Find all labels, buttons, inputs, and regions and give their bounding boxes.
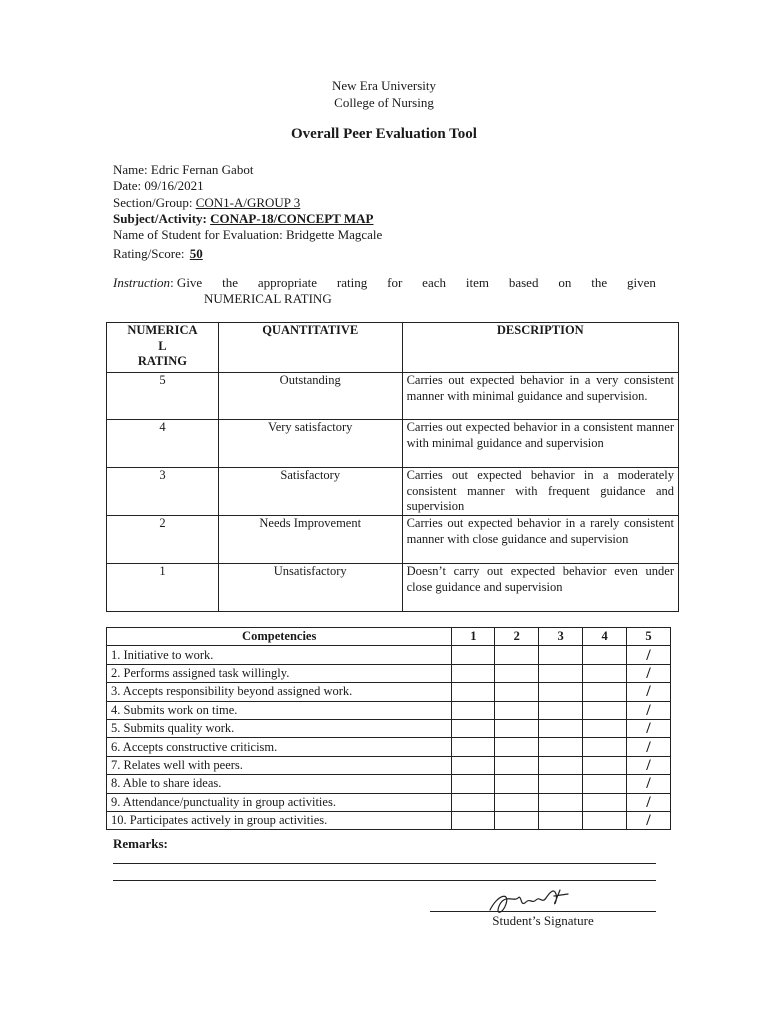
instruction-word: : Give (170, 275, 203, 290)
competency-label: 5. Submits quality work. (107, 719, 452, 737)
competency-row (107, 793, 671, 811)
score-cell-2 (495, 646, 539, 664)
check-mark: / (646, 701, 651, 719)
check-mark: / (646, 720, 651, 738)
competency-row (107, 811, 671, 829)
competency-row (107, 646, 671, 664)
rating-number: 5 (107, 373, 219, 420)
score-cell-3 (539, 738, 583, 756)
rating-row (107, 564, 679, 612)
check-mark: / (646, 812, 651, 830)
instruction-word: each (422, 275, 446, 290)
competency-row (107, 775, 671, 793)
instruction-word: given (626, 275, 656, 290)
rating-number: 4 (107, 420, 219, 468)
rating-header-row (107, 323, 679, 373)
description-header: DESCRIPTION (402, 323, 678, 373)
check-mark: / (646, 793, 651, 811)
score-cell-4 (583, 646, 627, 664)
score-cell-2 (495, 664, 539, 682)
competency-table (106, 627, 671, 830)
instruction-line1 (113, 275, 656, 291)
score-cell-5 (627, 756, 671, 774)
student-value: Bridgette Magcale (285, 227, 383, 243)
score-cell-2 (495, 775, 539, 793)
check-mark: / (646, 738, 651, 756)
college-name: College of Nursing (334, 95, 434, 110)
rating-quantitative: Outstanding (218, 373, 402, 420)
competency-row (107, 756, 671, 774)
score-cell-1 (452, 664, 495, 682)
instruction-word: for (387, 275, 403, 290)
check-mark: / (646, 683, 651, 701)
competency-label: 1. Initiative to work. (107, 646, 452, 664)
instruction-label: Instruction (113, 275, 171, 290)
competency-header-row (107, 628, 671, 646)
competency-row (107, 664, 671, 682)
rating-row (107, 468, 679, 516)
rating-description: Carries out expected behavior in a consistent manner with minimal guidance and supervision (402, 420, 678, 468)
score-cell-3 (539, 683, 583, 701)
score-cell-3 (539, 664, 583, 682)
score-cell-2 (495, 719, 539, 737)
instruction (113, 275, 656, 307)
signature-label: Student’s Signature (492, 913, 594, 928)
competency-label: 6. Accepts constructive criticism. (107, 738, 452, 756)
score-4-header: 4 (583, 628, 627, 646)
score-2-header: 2 (495, 628, 539, 646)
score-cell-3 (539, 793, 583, 811)
quantitative-header: QUANTITATIVE (218, 323, 402, 373)
score-cell-5 (627, 646, 671, 664)
score-cell-1 (452, 811, 495, 829)
numerical-rating-header: NUMERICA L RATING (107, 323, 219, 373)
rating-number: 2 (107, 516, 219, 564)
check-mark: / (646, 756, 651, 774)
instruction-word: appropriate (257, 275, 318, 290)
student-label: Name of Student for Evaluation: (113, 227, 286, 243)
score-cell-3 (539, 775, 583, 793)
date-label: Date: (113, 178, 145, 194)
score-cell-5 (627, 719, 671, 737)
score-cell-1 (452, 738, 495, 756)
competency-row (107, 701, 671, 719)
score-cell-4 (583, 756, 627, 774)
score-cell-5 (627, 738, 671, 756)
instruction-word: the (591, 275, 608, 290)
rating-row (107, 373, 679, 420)
rating-description: Carries out expected behavior in a moderately consistent manner with frequent guidance and supervision (402, 468, 678, 516)
section-label: Section/Group: (113, 194, 196, 210)
rating-number: 3 (107, 468, 219, 516)
score-3-header: 3 (539, 628, 583, 646)
rating-row (107, 516, 679, 564)
score-cell-2 (495, 756, 539, 774)
section-row (113, 195, 382, 211)
score-cell-2 (495, 683, 539, 701)
score-cell-3 (539, 811, 583, 829)
score-cell-1 (452, 719, 495, 737)
competency-row (107, 738, 671, 756)
subject-value: CONAP-18/CONCEPT MAP (210, 210, 374, 226)
score-cell-5 (627, 811, 671, 829)
rating-scale-table (106, 322, 679, 612)
score-cell-1 (452, 701, 495, 719)
score-cell-4 (583, 811, 627, 829)
score-cell-4 (583, 775, 627, 793)
name-label: Name: (113, 162, 151, 177)
score-cell-3 (539, 701, 583, 719)
competency-row (107, 683, 671, 701)
score-cell-2 (495, 738, 539, 756)
competency-label: 8. Able to share ideas. (107, 775, 452, 793)
competency-row (107, 719, 671, 737)
score-cell-1 (452, 756, 495, 774)
score-cell-5 (627, 683, 671, 701)
remarks-label: Remarks: (113, 836, 168, 851)
score-cell-4 (583, 793, 627, 811)
score-cell-2 (495, 793, 539, 811)
date-row (113, 178, 382, 194)
rating-number: 1 (107, 564, 219, 612)
rating-value: 50 (189, 246, 203, 262)
instruction-label-word (113, 275, 202, 291)
score-cell-5 (627, 664, 671, 682)
rating-quantitative: Unsatisfactory (218, 564, 402, 612)
score-cell-1 (452, 683, 495, 701)
score-cell-3 (539, 719, 583, 737)
score-1-header: 1 (452, 628, 495, 646)
score-cell-1 (452, 775, 495, 793)
name-row (113, 162, 382, 178)
score-cell-1 (452, 646, 495, 664)
competency-label: 9. Attendance/punctuality in group activities. (107, 793, 452, 811)
competency-label: 7. Relates well with peers. (107, 756, 452, 774)
score-cell-5 (627, 701, 671, 719)
rating-row (107, 420, 679, 468)
score-cell-4 (583, 738, 627, 756)
check-mark: / (646, 664, 651, 682)
competency-label: 3. Accepts responsibility beyond assigned work. (107, 683, 452, 701)
score-cell-3 (539, 756, 583, 774)
instruction-word: rating (336, 275, 368, 290)
rating-description: Doesn’t carry out expected behavior even under close guidance and supervision (402, 564, 678, 612)
check-mark: / (646, 775, 651, 793)
instruction-word: item (465, 275, 489, 290)
score-cell-2 (495, 701, 539, 719)
remarks-line-1 (113, 863, 656, 864)
rating-quantitative: Satisfactory (218, 468, 402, 516)
name-value: Edric Fernan Gabot (150, 162, 254, 177)
remarks-line-2 (113, 880, 656, 881)
rating-row (113, 246, 382, 262)
score-cell-4 (583, 719, 627, 737)
competency-label: 2. Performs assigned task willingly. (107, 664, 452, 682)
instruction-word: on (558, 275, 572, 290)
instruction-line2: NUMERICAL RATING (204, 291, 332, 306)
student-row (113, 227, 382, 243)
date-value: 09/16/2021 (144, 178, 204, 194)
competencies-header: Competencies (107, 628, 452, 646)
score-cell-3 (539, 646, 583, 664)
check-mark: / (646, 646, 651, 664)
score-cell-4 (583, 664, 627, 682)
rating-quantitative: Very satisfactory (218, 420, 402, 468)
score-cell-2 (495, 811, 539, 829)
signature-line (430, 911, 656, 912)
rating-description: Carries out expected behavior in a very consistent manner with minimal guidance and supervision. (402, 373, 678, 420)
competency-label: 10. Participates actively in group activities. (107, 811, 452, 829)
competency-label: 4. Submits work on time. (107, 701, 452, 719)
student-info (113, 162, 382, 263)
score-5-header: 5 (627, 628, 671, 646)
score-cell-5 (627, 793, 671, 811)
document-title: Overall Peer Evaluation Tool (291, 126, 477, 142)
instruction-word: the (222, 275, 238, 290)
rating-label: Rating/Score: (113, 246, 188, 262)
score-cell-4 (583, 701, 627, 719)
subject-label: Subject/Activity: (113, 210, 211, 226)
score-cell-5 (627, 775, 671, 793)
section-value: CON1-A/GROUP 3 (195, 194, 301, 210)
instruction-word: based (508, 275, 539, 290)
university-name: New Era University (332, 78, 436, 93)
subject-row (113, 211, 382, 227)
score-cell-4 (583, 683, 627, 701)
rating-description: Carries out expected behavior in a rarely consistent manner with close guidance and supervision (402, 516, 678, 564)
rating-quantitative: Needs Improvement (218, 516, 402, 564)
score-cell-1 (452, 793, 495, 811)
